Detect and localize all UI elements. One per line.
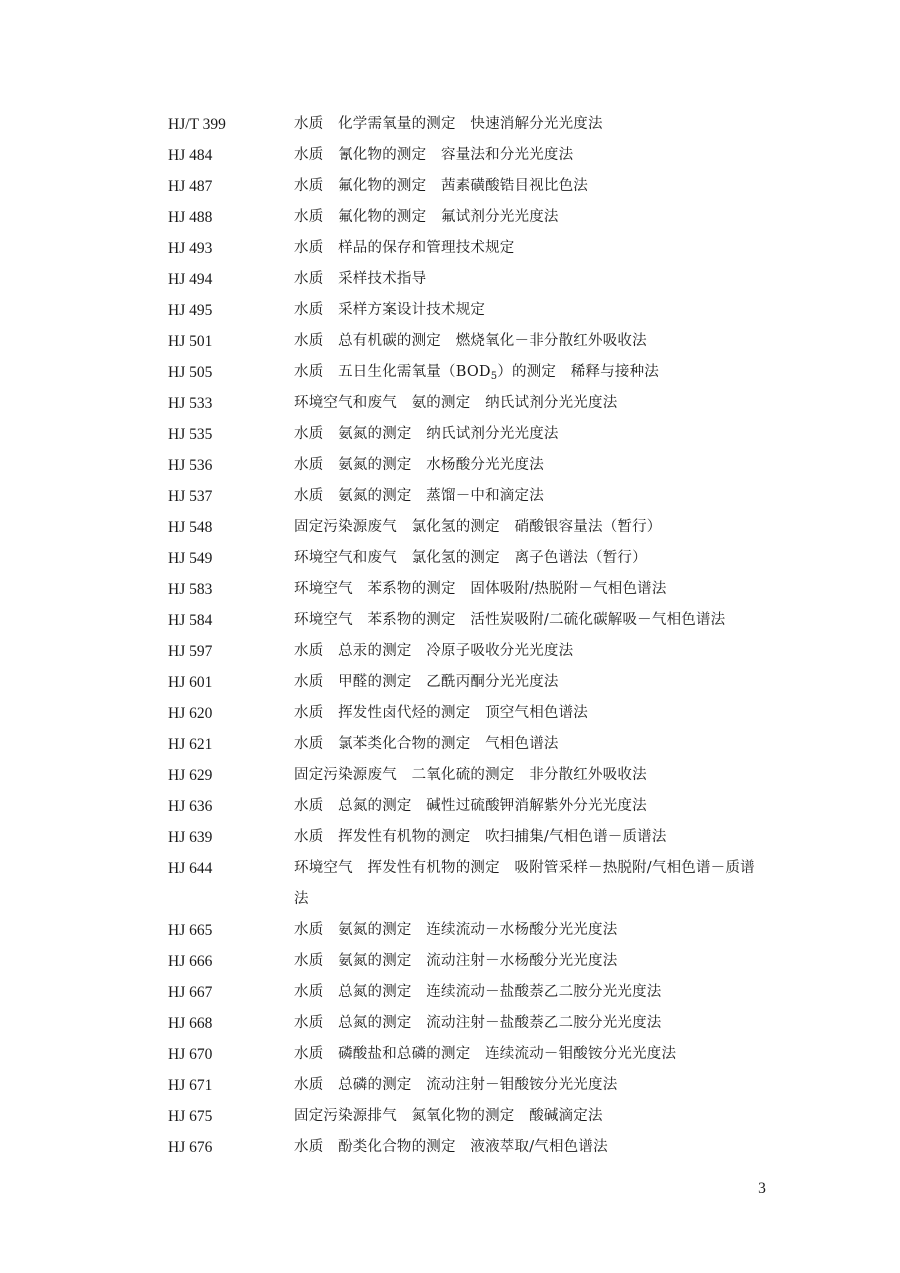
standard-row (0, 419, 900, 450)
standard-title: 水质 挥发性有机物的测定 吹扫捕集/气相色谱－质谱法 (294, 829, 667, 845)
standard-code: HJ 548 (168, 519, 213, 536)
standard-code: HJ 644 (168, 860, 213, 877)
standard-title: 固定污染源废气 氯化氢的测定 硝酸银容量法（暂行） (294, 519, 662, 535)
standard-code: HJ 629 (168, 767, 213, 784)
standard-code: HJ 505 (168, 364, 213, 381)
standard-code: HJ 620 (168, 705, 213, 722)
standard-title: 水质 磷酸盐和总磷的测定 连续流动－钼酸铵分光光度法 (294, 1046, 677, 1062)
standard-row (0, 605, 900, 636)
standard-code: HJ 639 (168, 829, 213, 846)
standard-row (0, 822, 900, 853)
standard-title: 水质 化学需氧量的测定 快速消解分光光度法 (294, 116, 603, 132)
standard-row (0, 977, 900, 1008)
standard-title: 水质 氰化物的测定 容量法和分光光度法 (294, 147, 574, 163)
standard-title: 水质 氨氮的测定 连续流动－水杨酸分光光度法 (294, 922, 618, 938)
standard-row (0, 543, 900, 574)
standard-code: HJ 493 (168, 240, 213, 257)
standard-code: HJ 583 (168, 581, 213, 598)
standard-row (0, 512, 900, 543)
standard-title: 水质 氨氮的测定 纳氏试剂分光光度法 (294, 426, 559, 442)
standard-title: 水质 总氮的测定 连续流动－盐酸萘乙二胺分光光度法 (294, 984, 662, 1000)
standard-row (0, 233, 900, 264)
standard-title: 水质 总磷的测定 流动注射－钼酸铵分光光度法 (294, 1077, 618, 1093)
standard-code: HJ 484 (168, 147, 213, 164)
standard-title: 水质 氯苯类化合物的测定 气相色谱法 (294, 736, 559, 752)
standard-row (0, 1008, 900, 1039)
standard-title: 固定污染源废气 二氧化硫的测定 非分散红外吸收法 (294, 767, 647, 783)
standard-title: 环境空气 挥发性有机物的测定 吸附管采样－热脱附/气相色谱－质谱法 (294, 860, 755, 907)
standard-title: 环境空气 苯系物的测定 固体吸附/热脱附－气相色谱法 (294, 581, 667, 597)
standard-code: HJ 671 (168, 1077, 213, 1094)
standard-row (0, 140, 900, 171)
standard-code: HJ 666 (168, 953, 213, 970)
page-number: 3 (758, 1180, 766, 1197)
standard-code: HJ 494 (168, 271, 213, 288)
standard-code: HJ 549 (168, 550, 213, 567)
standard-title: 水质 挥发性卤代烃的测定 顶空气相色谱法 (294, 705, 588, 721)
standard-row (0, 1101, 900, 1132)
standard-title: 水质 氟化物的测定 氟试剂分光光度法 (294, 209, 559, 225)
standard-row (0, 388, 900, 419)
standard-code: HJ 501 (168, 333, 213, 350)
standard-row (0, 357, 900, 388)
standard-title: 水质 总汞的测定 冷原子吸收分光光度法 (294, 643, 574, 659)
standard-title: 固定污染源排气 氮氧化物的测定 酸碱滴定法 (294, 1108, 603, 1124)
standard-title: 水质 氟化物的测定 茜素磺酸锆目视比色法 (294, 178, 588, 194)
standard-row (0, 760, 900, 791)
standard-code: HJ 675 (168, 1108, 213, 1125)
standard-code: HJ 537 (168, 488, 213, 505)
standard-row (0, 667, 900, 698)
standard-title: 水质 采样技术指导 (294, 271, 427, 287)
standard-code: HJ 667 (168, 984, 213, 1001)
standard-code: HJ/T 399 (168, 116, 226, 133)
standard-title (294, 357, 766, 388)
standard-code: HJ 535 (168, 426, 213, 443)
standard-title: 水质 总氮的测定 流动注射－盐酸萘乙二胺分光光度法 (294, 1015, 662, 1031)
standard-code: HJ 676 (168, 1139, 213, 1156)
standard-row (0, 171, 900, 202)
standard-title: 水质 采样方案设计技术规定 (294, 302, 486, 318)
standard-code: HJ 487 (168, 178, 213, 195)
standard-title: 水质 氨氮的测定 水杨酸分光光度法 (294, 457, 544, 473)
standard-title: 水质 氨氮的测定 流动注射－水杨酸分光光度法 (294, 953, 618, 969)
standard-row (0, 326, 900, 357)
standard-row (0, 1070, 900, 1101)
standard-code: HJ 597 (168, 643, 213, 660)
standard-code: HJ 536 (168, 457, 213, 474)
standard-row (0, 946, 900, 977)
standard-row (0, 698, 900, 729)
standard-code: HJ 621 (168, 736, 213, 753)
standard-code: HJ 670 (168, 1046, 213, 1063)
standard-row (0, 915, 900, 946)
standard-row (0, 636, 900, 667)
standard-title: 环境空气和废气 氨的测定 纳氏试剂分光光度法 (294, 395, 618, 411)
standard-row (0, 853, 900, 915)
standard-row (0, 295, 900, 326)
standard-code: HJ 601 (168, 674, 213, 691)
standard-row (0, 574, 900, 605)
title-part: ）的测定 稀释与接种法 (497, 364, 660, 380)
standard-code: HJ 636 (168, 798, 213, 815)
standard-row (0, 729, 900, 760)
standard-row (0, 1039, 900, 1070)
standard-row (0, 791, 900, 822)
standard-code: HJ 533 (168, 395, 213, 412)
standard-title: 水质 样品的保存和管理技术规定 (294, 240, 515, 256)
standard-code: HJ 488 (168, 209, 213, 226)
standard-code: HJ 495 (168, 302, 213, 319)
standard-title: 水质 氨氮的测定 蒸馏－中和滴定法 (294, 488, 544, 504)
standard-row (0, 264, 900, 295)
standard-title: 水质 总有机碳的测定 燃烧氧化－非分散红外吸收法 (294, 333, 647, 349)
standards-list (0, 109, 900, 1163)
standard-code: HJ 584 (168, 612, 213, 629)
standard-row (0, 450, 900, 481)
standard-code: HJ 668 (168, 1015, 213, 1032)
title-part: 水质 五日生化需氧量（BOD (294, 364, 491, 380)
standard-row (0, 202, 900, 233)
standard-title: 水质 酚类化合物的测定 液液萃取/气相色谱法 (294, 1139, 608, 1155)
standard-title: 水质 甲醛的测定 乙酰丙酮分光光度法 (294, 674, 559, 690)
standard-row (0, 1132, 900, 1163)
standard-title: 环境空气 苯系物的测定 活性炭吸附/二硫化碳解吸－气相色谱法 (294, 612, 726, 628)
standard-row (0, 481, 900, 512)
standard-title: 水质 总氮的测定 碱性过硫酸钾消解紫外分光光度法 (294, 798, 647, 814)
standard-code: HJ 665 (168, 922, 213, 939)
standard-title: 环境空气和废气 氯化氢的测定 离子色谱法（暂行） (294, 550, 647, 566)
standard-row (0, 109, 900, 140)
subscript: 5 (490, 371, 498, 382)
